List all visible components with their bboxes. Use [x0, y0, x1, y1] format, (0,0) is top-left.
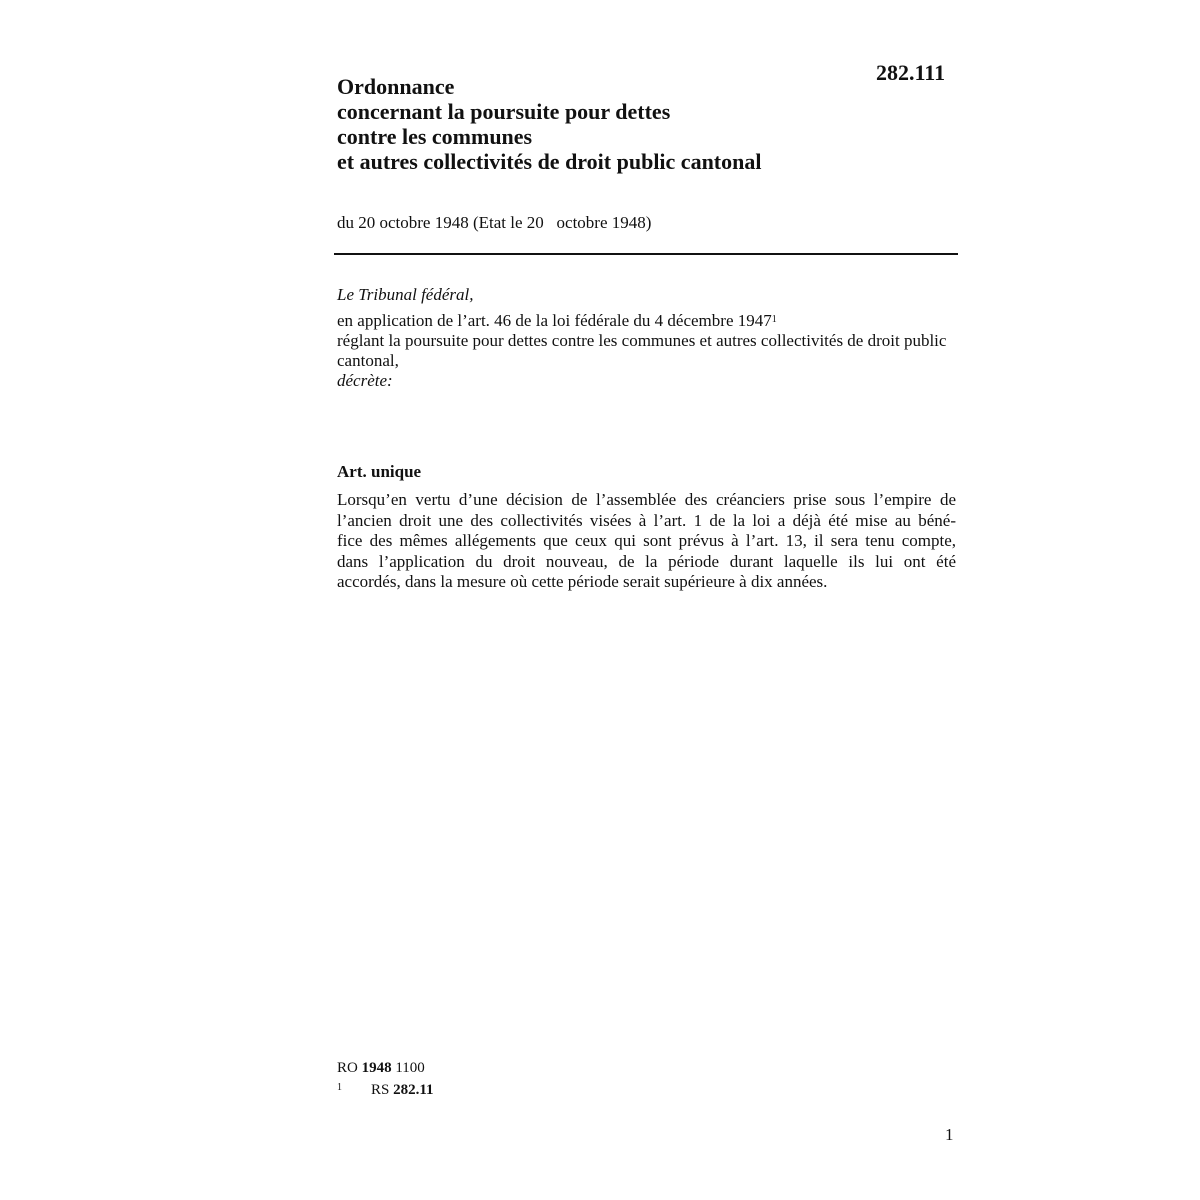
date-line: du 20 octobre 1948 (Etat le 20 octobre 1948): [337, 213, 652, 232]
article-line: fice des mêmes allégements que ceux qui sont prévus à l’art. 13, il sera tenu compte,: [337, 531, 956, 550]
preamble: [337, 285, 957, 391]
legal-basis: [337, 311, 957, 371]
article-line: accordés, dans la mesure où cette période serait supérieure à dix années.: [337, 572, 828, 591]
footnote-mark: 1: [337, 1082, 342, 1093]
article-body: [337, 490, 956, 593]
title-line: concernant la poursuite pour dettes: [337, 99, 671, 124]
footnote-reference[interactable]: 1: [771, 314, 777, 325]
ro-citation: [337, 1060, 425, 1077]
header-divider: [334, 253, 958, 255]
footnote-prefix: RS: [371, 1082, 390, 1098]
document-title: [337, 74, 761, 174]
article-line: dans l’application du droit nouveau, de la période durant laquelle ils lui ont été: [337, 551, 956, 571]
article-title: Art. unique: [337, 462, 422, 481]
article-line: Lorsqu’en vertu d’une décision de l’assemblée des créanciers prise sous l’empire de: [337, 490, 956, 509]
sr-number: 282.111: [876, 60, 946, 85]
article-line: l’ancien droit une des collectivités visées à l’art. 1 de la loi a déjà été mise au béné-: [337, 510, 956, 530]
title-line: contre les communes: [337, 124, 533, 149]
ro-prefix: RO: [337, 1060, 358, 1076]
page-number: 1: [945, 1125, 954, 1144]
enactment-formula: décrète:: [337, 371, 393, 390]
title-line: Ordonnance: [337, 74, 455, 99]
footnote-ref[interactable]: 282.11: [393, 1082, 434, 1098]
legal-basis-line1: en application de l’art. 46 de la loi fédérale du 4 décembre 1947: [337, 311, 772, 330]
ro-year: 1948: [361, 1060, 392, 1076]
ro-page: 1100: [395, 1060, 425, 1076]
legal-basis-line2: réglant la poursuite pour dettes contre les communes et autres collectivités de droit public cantonal,: [337, 331, 947, 370]
footnote-1: [337, 1082, 434, 1099]
title-line: et autres collectivités de droit public cantonal: [337, 149, 762, 174]
authority-line: Le Tribunal fédéral,: [337, 285, 474, 304]
